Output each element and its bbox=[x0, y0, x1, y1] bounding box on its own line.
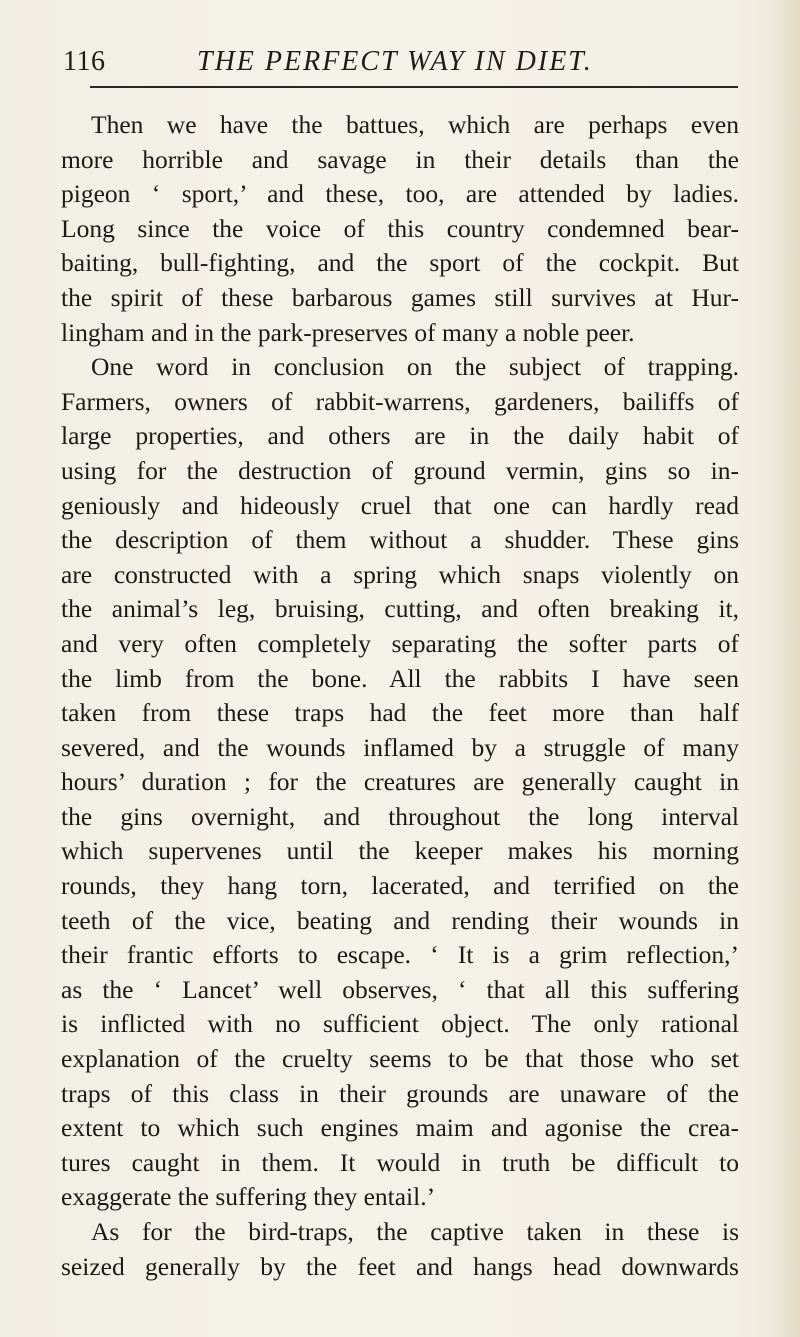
text-line: seized generally by the feet and hangs head downwards bbox=[61, 1251, 739, 1281]
header-rule bbox=[90, 86, 738, 88]
text-line: severed, and the wounds inflamed by a struggle of many bbox=[61, 732, 739, 762]
text-line: pigeon ‘ sport,’ and these, too, are attended by ladies. bbox=[61, 179, 739, 209]
text-line: teeth of the vice, beating and rending their wounds in bbox=[61, 905, 739, 935]
text-line: as the ‘ Lancet’ well observes, ‘ that all this suffering bbox=[61, 974, 739, 1004]
text-line: the limb from the bone. All the rabbits I have seen bbox=[61, 663, 739, 693]
text-line: extent to which such engines maim and agonise the crea- bbox=[61, 1113, 739, 1143]
text-line: the animal’s leg, bruising, cutting, and often breaking it, bbox=[61, 594, 739, 624]
text-line: the gins overnight, and throughout the long interval bbox=[61, 801, 739, 831]
page-edge-shadow bbox=[774, 0, 800, 1337]
body-text bbox=[61, 108, 739, 1284]
text-line: hours’ duration ; for the creatures are generally caught in bbox=[61, 767, 739, 797]
text-line: rounds, they hang torn, lacerated, and terrified on the bbox=[61, 871, 739, 901]
page-number: 116 bbox=[63, 46, 106, 77]
running-head bbox=[63, 40, 743, 84]
text-line: Then we have the battues, which are perhaps even bbox=[91, 110, 739, 139]
text-line: explanation of the cruelty seems to be that those who set bbox=[61, 1044, 739, 1074]
text-line: One word in conclusion on the subject of trapping. bbox=[91, 352, 739, 382]
running-title: THE PERFECT WAY IN DIET. bbox=[197, 46, 593, 77]
text-line: the description of them without a shudder. These gins bbox=[61, 525, 739, 555]
text-line: more horrible and savage in their details than the bbox=[61, 144, 739, 174]
text-line: exaggerate the suffering they entail.’ bbox=[61, 1182, 436, 1212]
text-line: lingham and in the park-preserves of many a noble peer. bbox=[61, 317, 635, 347]
text-line: baiting, bull-fighting, and the sport of the cockpit. But bbox=[61, 248, 739, 278]
text-line: traps of this class in their grounds are unaware of the bbox=[61, 1078, 739, 1108]
text-line: which supervenes until the keeper makes his morning bbox=[61, 836, 739, 866]
text-line: using for the destruction of ground vermin, gins so in- bbox=[61, 455, 739, 485]
text-line: Farmers, owners of rabbit-warrens, gardeners, bailiffs of bbox=[61, 386, 739, 416]
text-line: their frantic efforts to escape. ‘ It is a grim reflection,’ bbox=[61, 940, 739, 970]
text-line: large properties, and others are in the daily habit of bbox=[61, 421, 739, 451]
text-line: taken from these traps had the feet more than half bbox=[61, 698, 739, 728]
text-line: and very often completely separating the softer parts of bbox=[61, 628, 739, 658]
text-line: the spirit of these barbarous games still survives at Hur- bbox=[61, 282, 739, 312]
text-line: are constructed with a spring which snaps violently on bbox=[61, 559, 739, 589]
text-line: geniously and hideously cruel that one can hardly read bbox=[61, 490, 739, 520]
text-line: As for the bird-traps, the captive taken in these is bbox=[91, 1217, 739, 1246]
text-line: is inflicted with no sufficient object. The only rational bbox=[61, 1009, 739, 1039]
text-line: Long since the voice of this country condemned bear- bbox=[61, 213, 739, 243]
text-line: tures caught in them. It would in truth be difficult to bbox=[61, 1147, 739, 1177]
